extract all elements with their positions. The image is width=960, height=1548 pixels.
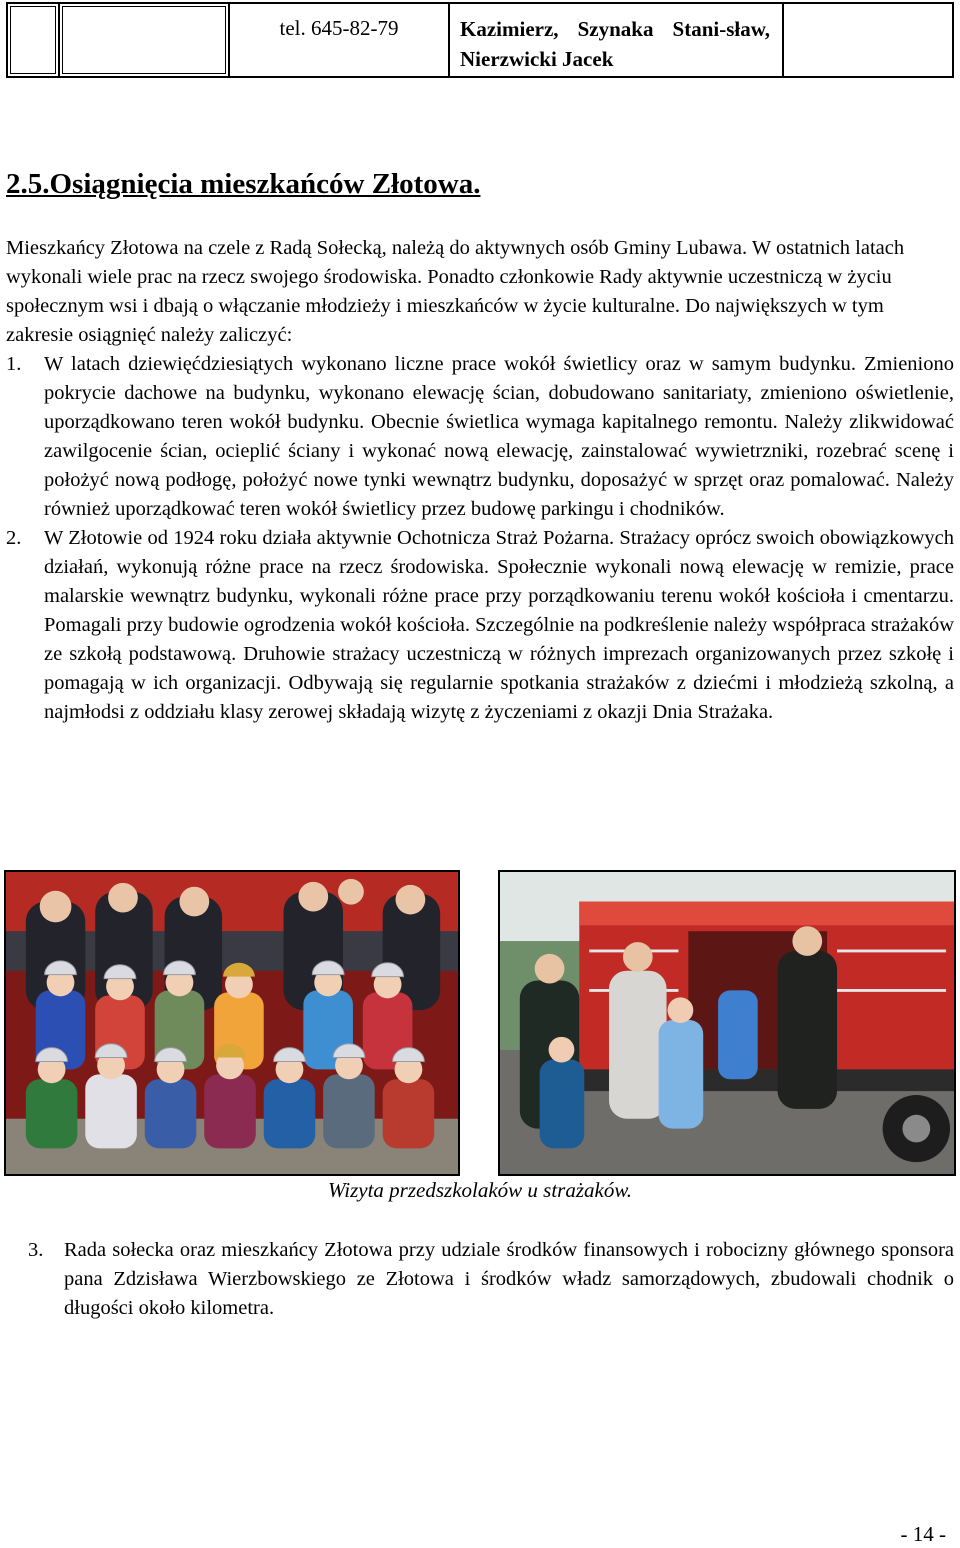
page-number: - 14 - <box>900 1522 946 1546</box>
section-title: 2.5.Osiągnięcia mieszkańców Złotowa. <box>6 168 481 200</box>
intro-paragraph: Mieszkańcy Złotowa na czele z Radą Sołecką, należą do aktywnych osób Gminy Lubawa. W ostatnich latach wykonali wiele prac na rzecz swojego środowiska. Ponadto członkowie Rady aktywnie uczestniczą w życiu społecznym wsi i dbają o włączanie młodzieży i mieszkańców w życie kulturalne. Do największych w tym zakresie osiągnięć należy zaliczyć: <box>6 237 905 346</box>
list-item <box>6 524 954 727</box>
list-item-text: W latach dziewięćdziesiątych wykonano liczne prace wokół świetlicy oraz w samym budynku. Zmieniono pokrycie dachowe na budynku, wykonano elewację ścian, dobudowano sanitariaty, zmieniono oświetlenie, uporządkowano teren wokół budynku. Obecnie świetlica wymaga kapitalnego remontu. Należy zlikwidować zawilgocenie ścian, ocieplić ściany i wykonać nową elewację, zainstalować wywietrzniki, rozebrać scenę i położyć nową podłogę, położyć nowe tynki wewnątrz budynku, doposażyć w sprzęt oraz pomalować. Należy również uporządkować teren wokół świetlicy przez budowę parkingu i chodników. <box>44 353 954 520</box>
list-item <box>28 1236 954 1323</box>
achievements-list <box>6 350 954 727</box>
list-item-text: W Złotowie od 1924 roku działa aktywnie Ochotnicza Straż Pożarna. Strażacy oprócz swoich obowiązkowych działań, wykonują różne prace na rzecz środowiska. Społecznie wykonali nową elewację w remizie, prace malarskie wewnątrz budynku, wykonali różne prace przy porządkowaniu terenu wokół kościoła i cmentarzu. Pomagali przy budowie ogrodzenia wokół kościoła. Szczególnie na podkreślenie należy współpraca strażaków ze szkołą podstawową. Druhowie strażacy uczestniczą w różnych imprezach organizowanych przez szkołę i pomagają w ich organizacji. Odbywają się regularnie spotkania strażaków z dziećmi i młodzieżą szkolną, a najmłodsi z oddziału klasy zerowej składają wizytę z życzeniami z okazji Dnia Strażaka. <box>44 527 954 723</box>
achievements-list-continued <box>28 1236 954 1323</box>
header-cell-empty-1 <box>8 4 60 76</box>
photo-children-firemen <box>4 870 460 1176</box>
header-cell-empty-2 <box>60 4 230 76</box>
header-authors: Kazimierz, Szynaka Stani-sław, Nierzwicki Jacek <box>450 4 784 76</box>
list-item-number: 1. <box>6 353 22 375</box>
list-item-text: Rada sołecka oraz mieszkańcy Złotowa przy udziale środków finansowych i robocizny głównego sponsora pana Zdzisława Wierzbowskiego ze Złotowa i środków władz samorządowych, zbudowali chodnik o długości około kilometra. <box>64 1239 954 1319</box>
header-phone: tel. 645-82-79 <box>230 4 450 76</box>
list-item <box>6 350 954 524</box>
photo-caption: Wizyta przedszkolaków u strażaków. <box>327 1178 633 1202</box>
list-item-number: 3. <box>28 1239 44 1261</box>
header-table <box>6 2 954 78</box>
list-item-number: 2. <box>6 527 22 549</box>
header-cell-empty-3 <box>784 4 952 76</box>
photo-fire-truck <box>498 870 956 1176</box>
